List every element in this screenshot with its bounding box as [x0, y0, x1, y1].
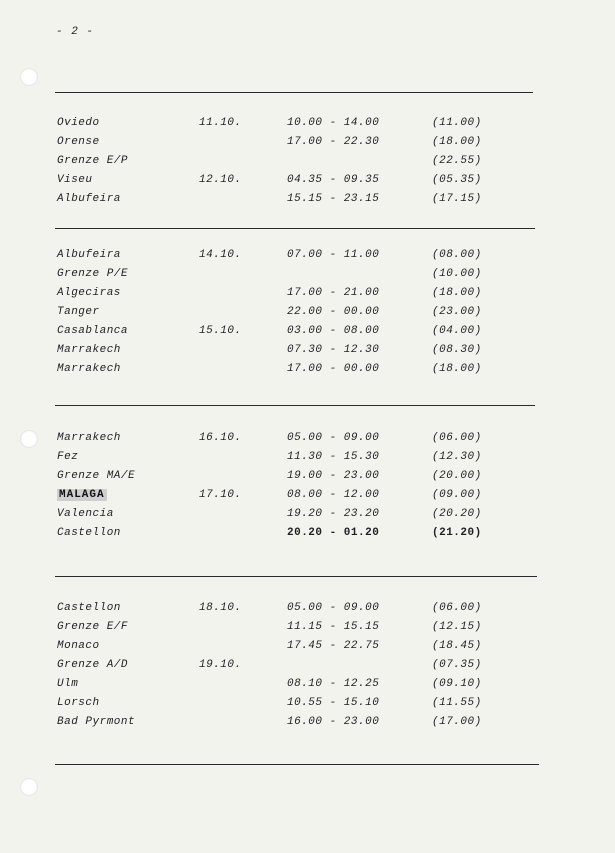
- city-name: Marrakech: [57, 363, 121, 375]
- city-name: Bad Pyrmont: [57, 716, 136, 728]
- schedule-row: [0, 306, 615, 324]
- schedule-row: [0, 432, 615, 450]
- time-range: 08.00 - 12.00: [287, 489, 380, 501]
- city-name-stamped: MALAGA: [59, 489, 105, 501]
- arrival-time: (18.00): [432, 287, 482, 299]
- city-name: Viseu: [57, 174, 93, 186]
- section-divider: [55, 92, 533, 93]
- city-name: Lorsch: [57, 697, 100, 709]
- arrival-time: (12.30): [432, 451, 482, 463]
- schedule-row: [0, 470, 615, 488]
- arrival-time: (18.00): [432, 136, 482, 148]
- time-range: 11.15 - 15.15: [287, 621, 380, 633]
- schedule-row: [0, 678, 615, 696]
- arrival-time: (09.00): [432, 489, 482, 501]
- arrival-time: (06.00): [432, 432, 482, 444]
- schedule-row: [0, 451, 615, 469]
- city-name: Fez: [57, 451, 79, 463]
- section-divider: [55, 576, 537, 577]
- arrival-time: (17.00): [432, 716, 482, 728]
- city-name: Grenze A/D: [57, 659, 129, 671]
- schedule-row: [0, 268, 615, 286]
- schedule-row: [0, 659, 615, 677]
- arrival-time: (12.15): [432, 621, 482, 633]
- time-range: 04.35 - 09.35: [287, 174, 380, 186]
- schedule-row: [0, 527, 615, 545]
- city-name: Grenze E/P: [57, 155, 129, 167]
- time-range: 08.10 - 12.25: [287, 678, 380, 690]
- city-name: Castellon: [57, 602, 121, 614]
- city-name: Algeciras: [57, 287, 121, 299]
- city-name: Albufeira: [57, 193, 121, 205]
- schedule-row: [0, 174, 615, 192]
- time-range: 07.30 - 12.30: [287, 344, 380, 356]
- arrival-time: (10.00): [432, 268, 482, 280]
- city-name: Marrakech: [57, 432, 121, 444]
- arrival-time: (06.00): [432, 602, 482, 614]
- time-range: 10.55 - 15.10: [287, 697, 380, 709]
- city-name: Orense: [57, 136, 100, 148]
- city-name: Valencia: [57, 508, 114, 520]
- schedule-row: [0, 716, 615, 734]
- arrival-time: (07.35): [432, 659, 482, 671]
- schedule-row: [0, 621, 615, 639]
- schedule-row: [0, 193, 615, 211]
- arrival-time: (08.30): [432, 344, 482, 356]
- arrival-time: (20.20): [432, 508, 482, 520]
- time-range: 15.15 - 23.15: [287, 193, 380, 205]
- city-name: Monaco: [57, 640, 100, 652]
- arrival-time: (18.45): [432, 640, 482, 652]
- city-name: Tanger: [57, 306, 100, 318]
- section-divider: [55, 405, 535, 406]
- city-name: Casablanca: [57, 325, 129, 337]
- punch-hole: [20, 68, 38, 86]
- arrival-time: (18.00): [432, 363, 482, 375]
- arrival-time: (04.00): [432, 325, 482, 337]
- date-cell: 18.10.: [199, 602, 242, 614]
- schedule-row: [0, 325, 615, 343]
- date-cell: 14.10.: [199, 249, 242, 261]
- time-range: 19.00 - 23.00: [287, 470, 380, 482]
- schedule-row: [0, 640, 615, 658]
- arrival-time: (23.00): [432, 306, 482, 318]
- arrival-time: (09.10): [432, 678, 482, 690]
- city-name: Grenze MA/E: [57, 470, 136, 482]
- time-range: 16.00 - 23.00: [287, 716, 380, 728]
- time-range: 05.00 - 09.00: [287, 432, 380, 444]
- arrival-time: (22.55): [432, 155, 482, 167]
- city-name: Albufeira: [57, 249, 121, 261]
- schedule-row: [0, 249, 615, 267]
- city-name: Grenze P/E: [57, 268, 129, 280]
- schedule-row: [0, 155, 615, 173]
- date-cell: 11.10.: [199, 117, 242, 129]
- section-divider: [55, 764, 539, 765]
- time-range: 17.45 - 22.75: [287, 640, 380, 652]
- city-name: Ulm: [57, 678, 79, 690]
- arrival-time: (20.00): [432, 470, 482, 482]
- schedule-row: [0, 697, 615, 715]
- schedule-row: [0, 363, 615, 381]
- page-number: - 2 -: [56, 26, 95, 38]
- city-name: Marrakech: [57, 344, 121, 356]
- date-cell: 17.10.: [199, 489, 242, 501]
- date-cell: 12.10.: [199, 174, 242, 186]
- date-cell: 19.10.: [199, 659, 242, 671]
- time-range: 03.00 - 08.00: [287, 325, 380, 337]
- arrival-time: (17.15): [432, 193, 482, 205]
- time-range: 05.00 - 09.00: [287, 602, 380, 614]
- time-range: 19.20 - 23.20: [287, 508, 380, 520]
- city-name: Grenze E/F: [57, 621, 129, 633]
- city-name: Oviedo: [57, 117, 100, 129]
- time-range: 11.30 - 15.30: [287, 451, 380, 463]
- arrival-time: (05.35): [432, 174, 482, 186]
- schedule-row: [0, 136, 615, 154]
- time-range: 17.00 - 21.00: [287, 287, 380, 299]
- schedule-row: [0, 287, 615, 305]
- arrival-time-handwritten: (21.20): [432, 527, 482, 539]
- schedule-row: [0, 489, 615, 507]
- time-range-handwritten: 20.20 - 01.20: [287, 527, 380, 539]
- date-cell: 15.10.: [199, 325, 242, 337]
- schedule-row: [0, 117, 615, 135]
- schedule-row: [0, 508, 615, 526]
- time-range: 10.00 - 14.00: [287, 117, 380, 129]
- time-range: 17.00 - 00.00: [287, 363, 380, 375]
- arrival-time: (11.00): [432, 117, 482, 129]
- section-divider: [55, 228, 535, 229]
- time-range: 07.00 - 11.00: [287, 249, 380, 261]
- city-name: Castellon: [57, 527, 121, 539]
- date-cell: 16.10.: [199, 432, 242, 444]
- punch-hole: [20, 778, 38, 796]
- schedule-row: [0, 602, 615, 620]
- arrival-time: (11.55): [432, 697, 482, 709]
- time-range: 17.00 - 22.30: [287, 136, 380, 148]
- schedule-row: [0, 344, 615, 362]
- time-range: 22.00 - 00.00: [287, 306, 380, 318]
- arrival-time: (08.00): [432, 249, 482, 261]
